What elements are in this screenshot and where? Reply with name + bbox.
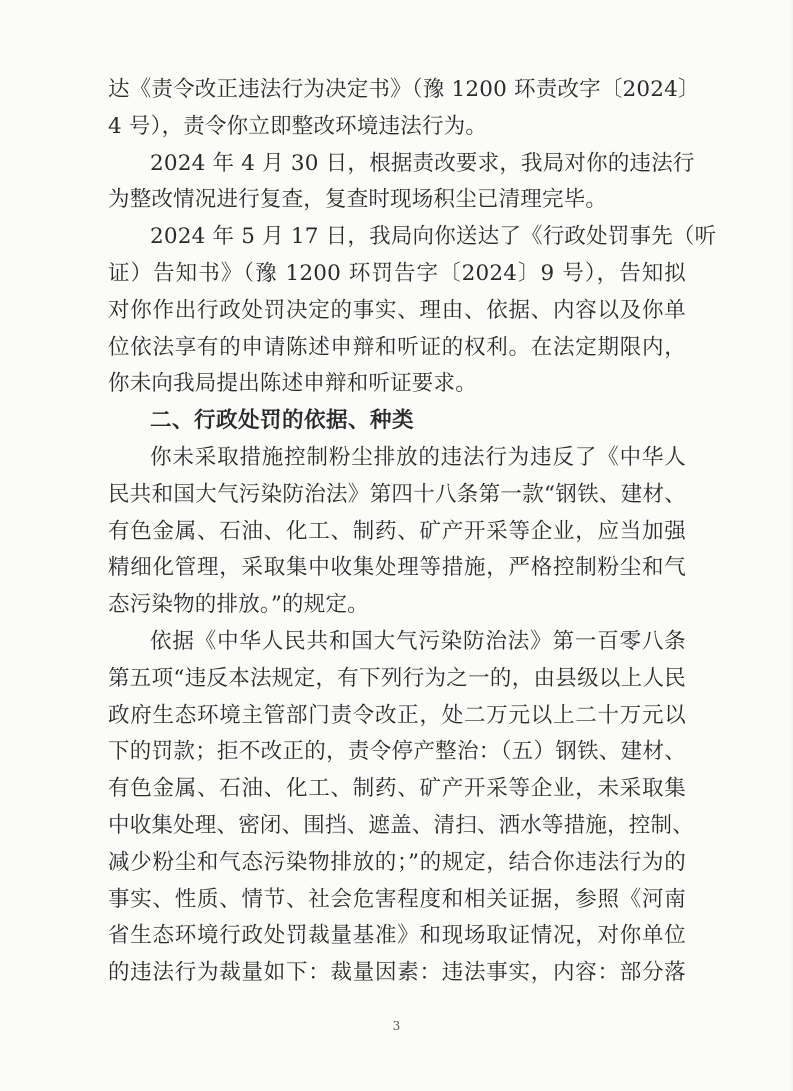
text-line: 事实、性质、情节、社会危害程度和相关证据，参照《河南 (108, 886, 686, 912)
text-line: 4 号），责令你立即整改环境违法行为。 (108, 113, 488, 139)
document-body (108, 72, 717, 992)
text-line: 中收集处理、密闭、围挡、遮盖、清扫、洒水等措施，控制、 (108, 812, 694, 838)
text-line: 依据《中华人民共和国大气污染防治法》第一百零八条 (150, 628, 686, 654)
text-line: 省生态环境行政处罚裁量基准》和现场取证情况，对你单位 (108, 923, 686, 949)
text-line: 有色金属、石油、化工、制药、矿产开采等企业，未采取集 (108, 776, 686, 802)
text-line: 2024 年 5 月 17 日，我局向你送达了《行政处罚事先（听 (150, 224, 717, 250)
text-line: 有色金属、石油、化工、制药、矿产开采等企业，应当加强 (108, 518, 686, 544)
text-line: 下的罚款；拒不改正的，责令停产整治：（五）钢铁、建材、 (108, 739, 686, 765)
page-number: 3 (392, 1019, 401, 1033)
text-line: 民共和国大气污染防治法》第四十八条第一款“钢铁、建材、 (108, 481, 686, 507)
text-line: 态污染物的排放。”的规定。 (108, 592, 369, 618)
text-line: 第五项“违反本法规定，有下列行为之一的，由县级以上人民 (108, 665, 686, 691)
text-line: 政府生态环境主管部门责令改正，处二万元以上二十万元以 (108, 702, 686, 728)
text-line: 对你作出行政处罚决定的事实、理由、依据、内容以及你单 (108, 297, 686, 323)
text-line: 减少粉尘和气态污染物排放的；”的规定，结合你违法行为的 (108, 849, 686, 875)
text-line: 位依法享有的申请陈述申辩和听证的权利。在法定期限内， (108, 334, 686, 360)
text-line: 你未向我局提出陈述申辩和听证要求。 (108, 371, 477, 397)
text-line: 证）告知书》（豫 1200 环罚告字〔2024〕9 号），告知拟 (108, 260, 686, 286)
text-line: 的违法行为裁量如下：裁量因素：违法事实，内容：部分落 (108, 960, 686, 986)
text-line: 你未采取措施控制粉尘排放的违法行为违反了《中华人 (150, 444, 686, 470)
text-line: 达《责令改正违法行为决定书》（豫 1200 环责改字〔2024〕 (108, 77, 700, 102)
text-line: 为整改情况进行复查，复查时现场积尘已清理完毕。 (108, 187, 608, 213)
text-line: 精细化管理，采取集中收集处理等措施，严格控制粉尘和气 (108, 555, 686, 581)
text-line: 2024 年 4 月 30 日，根据责改要求，我局对你的违法行 (150, 150, 695, 176)
section-heading: 二、行政处罚的依据、种类 (150, 408, 415, 434)
